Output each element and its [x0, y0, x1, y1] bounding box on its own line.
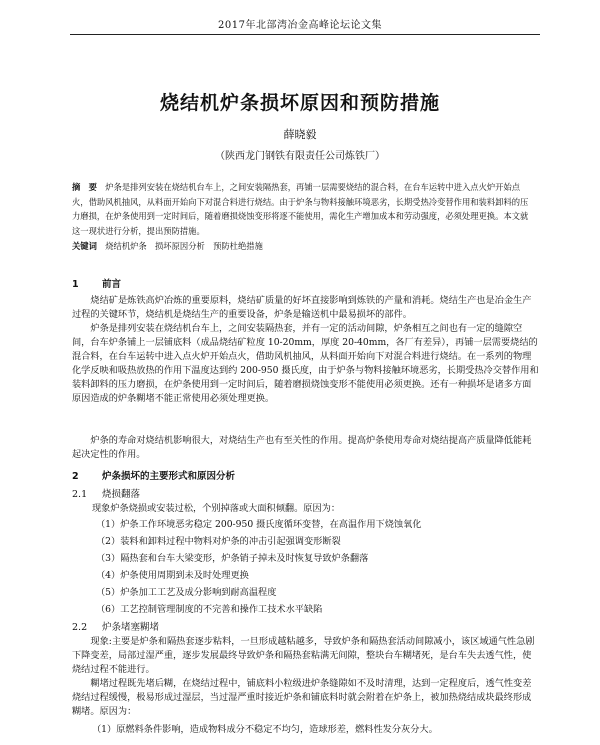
- author-affiliation: （陕西龙门钢铁有限责任公司炼铁厂）: [215, 151, 385, 162]
- subsection-2-2-heading: 2.2 炉条堵塞糊堵: [72, 622, 160, 633]
- abstract-text: 炉条是排列安装在烧结机台车上，之间安装隔热套，再铺一层需要烧结的混合料，在台车运转中进入点火炉开始点火，借助风机抽风，从料面开始向下对混合料进行烧结。由于炉条与物料接触环境恶劣，长期受热冷变替作用和装料卸料的压力磨损，在炉条使用到一定时间后，随着磨损烧蚀变形将逐不能使用，需化生产增加成本和劳动强度，必须处理更换。本文就这一现状进行分析，提出预防措施。: [72, 182, 529, 236]
- abstract: [72, 180, 534, 238]
- header-rule: [70, 34, 540, 35]
- list-item: （6）工艺控制管理制度的不完善和操作工技术水平缺陷: [96, 604, 323, 615]
- author-name: 薛晓毅: [283, 128, 317, 141]
- section-1-paragraph: 炉条是排列安装在烧结机台车上，之间安装隔热套，并有一定的活动间隙，炉条相互之间也有一定的缝隙空间，台车炉条铺上一层铺底料（成品烧结矿粒度 10-20mm，厚度 20-40mm，各厂有差异），再铺一层需要烧结的混合料，在台车运转中进入点火炉开始点火，借助风机抽风，从料面开始向下对混合料进行烧结。在一系列的物理化学反映和吸热放热的作用下温度达到约 200-950 摄氏度，由于炉条与物料接触环境恶劣，长期受热冷交替作用和装料卸料的压力磨损，在炉条使用到一定时间后，随着磨损烧蚀变形不能使用必须更换。还有一种损坏是诸多方面原因造成的炉条糊堵不能正常使用必须处理更换。: [72, 323, 539, 404]
- section-1-paragraph: 炉条的寿命对烧结机影响很大，对烧结生产也有至关性的作用。提高炉条使用寿命对烧结提高产质量降低能耗起决定性的作用。: [72, 435, 532, 460]
- subsection-2-2-paragraph: 糊堵过程既先堵后糊，在烧结过程中，铺底料小粒级进炉条缝隙如不及时清理，达到一定程度后，透气性变差烧结过程缓慢，极易形成过湿层，当过湿严重时接近炉条和铺底料时就会附着在炉条上，被加热烧结成块最终形成糊堵。原因为：: [72, 678, 532, 717]
- abstract-label: 摘 要: [72, 182, 97, 192]
- list-item: （4）炉条使用周期到未及时处理更换: [96, 570, 249, 581]
- list-item: （2）装料和卸料过程中物料对炉条的冲击引起强调变形断裂: [96, 536, 341, 547]
- subsection-2-1-heading: 2.1 烧损翻落: [72, 489, 141, 500]
- list-item: （3）隔热套和台车大梁变形，炉条销子掉未及时恢复导致炉条翻落: [96, 553, 369, 564]
- subsection-2-2-paragraph: 现象:主要是炉条和隔热套逐步粘料，一旦形成越粘越多，导致炉条和隔热套活动间隙减小，该区域通气性急剧下降变差，局部过湿严重，逐步发展最终导致炉条和隔热套粘满无间隙，整块台车糊堵死，是台车失去透气性，使烧结过程不能进行。: [72, 636, 535, 675]
- section-2-heading: 2 炉条损坏的主要形式和原因分析: [72, 471, 236, 482]
- section-1-paragraph: 烧结矿是炼铁高炉冶炼的重要原料，烧结矿质量的好坏直接影响到炼铁的产量和消耗。烧结生产也是冶金生产过程的关键环节，烧结机是烧结生产的重要设备，炉条是输送机中最易损坏的部件。: [72, 295, 532, 320]
- list-item: （1）炉条工作环境恶劣稳定 200-950 摄氏度循环变替，在高温作用下烧蚀氧化: [96, 519, 422, 530]
- subsection-2-1-intro: 现象炉条烧损或安装过松，个别掉落或大面积倾翻。原因为：: [92, 503, 341, 514]
- list-item: （1）原燃料条件影响，造成物料成分不稳定不均匀，造球形差，燃料性发分灰分大。: [92, 724, 438, 735]
- keywords-label: 关键词: [72, 241, 97, 251]
- list-item: （5）炉条加工工艺及成分影响到耐高温程度: [96, 587, 277, 598]
- running-header: 2017年北部湾冶金高峰论坛论文集: [218, 20, 382, 31]
- keywords: [72, 239, 534, 254]
- section-1-heading: 1 前言: [72, 279, 122, 290]
- paper-title: 烧结机炉条损坏原因和预防措施: [159, 92, 440, 114]
- keywords-text: 烧结机炉条 损坏原因分析 预防杜绝措施: [105, 241, 263, 251]
